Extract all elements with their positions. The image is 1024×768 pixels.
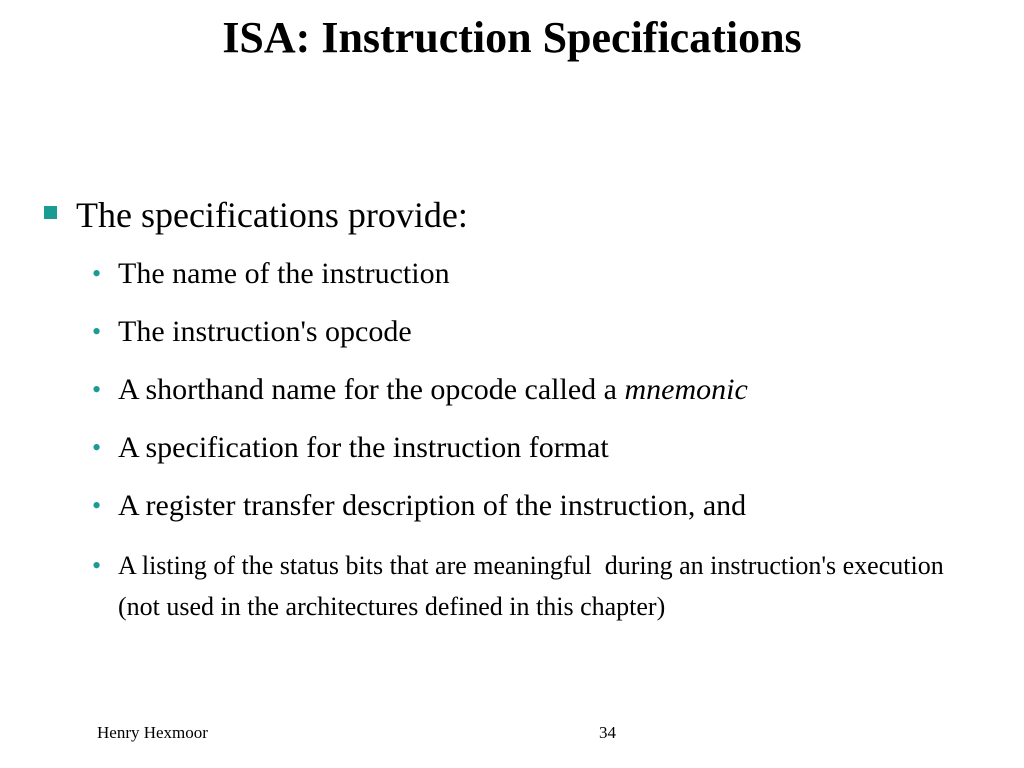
sub-bullet-text: The instruction's opcode xyxy=(118,315,412,348)
sub-bullet-list xyxy=(92,255,992,627)
sub-bullet-text: The name of the instruction xyxy=(118,257,450,290)
sub-bullet-emphasis: mnemonic xyxy=(624,373,748,406)
sub-bullet-item xyxy=(92,429,992,466)
sub-bullet-text: A shorthand name for the opcode called a xyxy=(118,373,625,406)
slide-title: ISA: Instruction Specifications xyxy=(222,13,802,62)
main-bullet-text: The specifications provide: xyxy=(76,195,468,235)
square-bullet-icon xyxy=(44,206,57,219)
sub-bullet-item xyxy=(92,487,992,524)
round-bullet-icon: • xyxy=(92,551,102,580)
sub-bullet-text: A specification for the instruction format xyxy=(118,431,609,464)
sub-bullet-text: A listing of the status bits that are meaningful during an instruction's execution (not used in the architectures defined in this chapter) xyxy=(118,551,951,621)
round-bullet-icon: • xyxy=(92,375,102,404)
round-bullet-icon: • xyxy=(92,491,102,520)
sub-bullet-text: A register transfer description of the instruction, and xyxy=(118,489,747,522)
sub-bullet-item xyxy=(92,255,992,292)
round-bullet-icon: • xyxy=(92,433,102,462)
footer-author: Henry Hexmoor xyxy=(97,723,208,742)
sub-bullet-item xyxy=(92,313,992,350)
round-bullet-icon: • xyxy=(92,317,102,346)
sub-bullet-item xyxy=(92,545,992,627)
page-number: 34 xyxy=(599,723,616,742)
sub-bullet-item xyxy=(92,371,992,408)
round-bullet-icon: • xyxy=(92,259,102,288)
